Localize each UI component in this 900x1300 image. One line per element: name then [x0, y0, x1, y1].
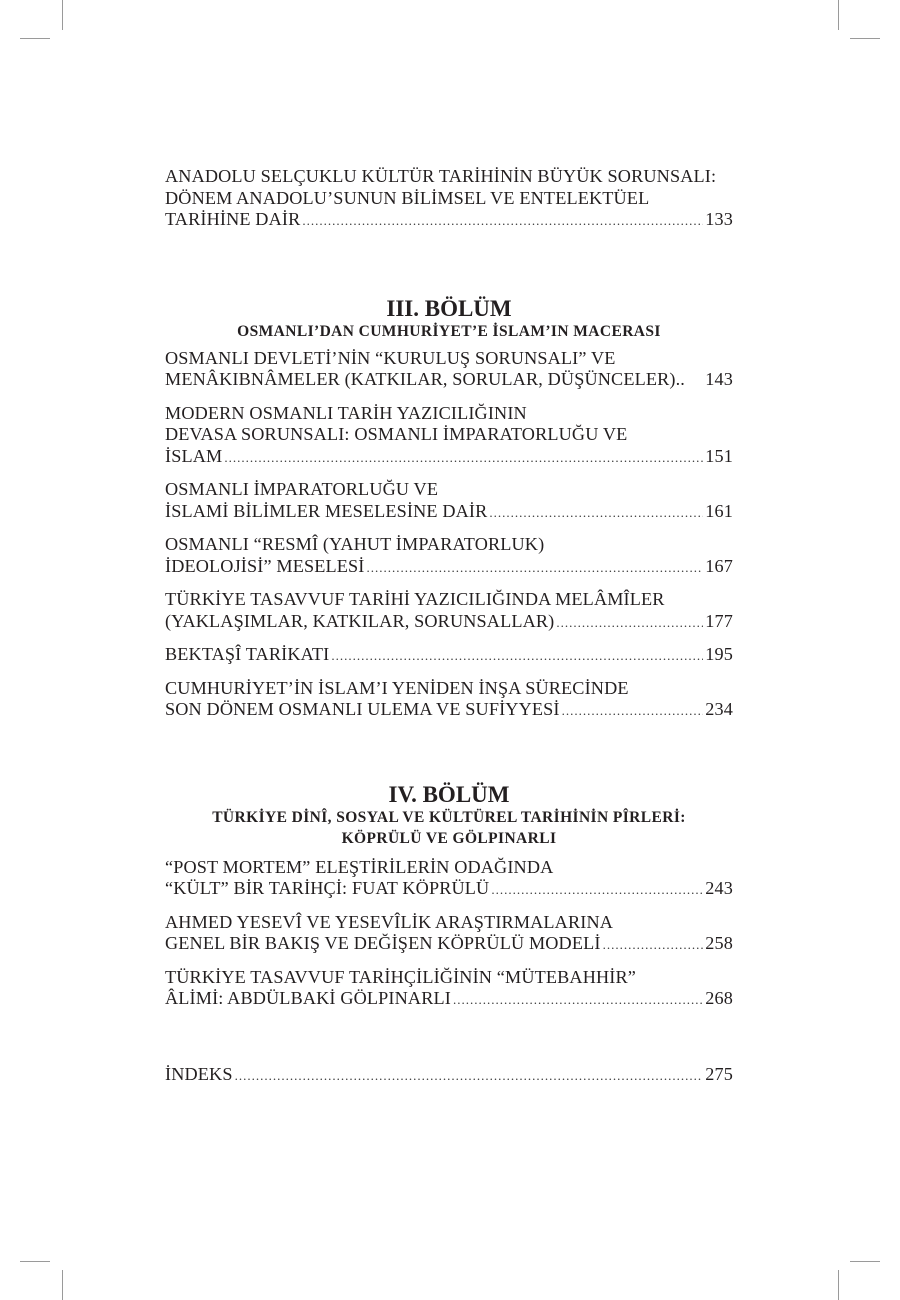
crop-mark-bottom-left-horizontal: [20, 1261, 50, 1262]
part-4-heading: [165, 782, 733, 849]
toc-entry-last-line: [165, 446, 733, 469]
toc-entry-last-line: [165, 611, 733, 634]
toc-entry: [165, 678, 733, 722]
toc-entry-title-end: (YAKLAŞIMLAR, KATKILAR, SORUNSALLAR): [165, 610, 555, 631]
toc-page-number: 234: [705, 699, 733, 719]
toc-entry-last-line: [165, 556, 733, 579]
part-4-title: IV. BÖLÜM: [388, 781, 510, 807]
toc-entry-line: MODERN OSMANLI TARİH YAZICILIĞININ: [165, 402, 527, 423]
toc-entry-title-end: BEKTAŞÎ TARİKATI: [165, 644, 330, 664]
toc-entry: [165, 348, 733, 392]
crop-mark-bottom-right-horizontal: [850, 1261, 880, 1262]
toc-entry-line: AHMED YESEVÎ VE YESEVÎLİK ARAŞTIRMALARINA: [165, 911, 614, 932]
toc-entry-line: OSMANLI DEVLETİ’NİN “KURULUŞ SORUNSALI” VE: [165, 347, 616, 368]
dot-leader: [235, 1065, 704, 1087]
toc-page-number: 161: [705, 500, 733, 521]
toc-entry-line: ANADOLU SELÇUKLU KÜLTÜR TARİHİNİN BÜYÜK SORUNSALI:: [165, 166, 717, 186]
dot-leader: [302, 210, 703, 232]
table-of-contents: [165, 166, 733, 1086]
part-3-title: III. BÖLÜM: [386, 295, 512, 321]
toc-entry-title-end: ÂLİMİ: ABDÜLBAKİ GÖLPINARLI: [165, 988, 451, 1008]
toc-entry: [165, 644, 733, 667]
toc-entry-last-line: [165, 1064, 733, 1087]
crop-mark-top-left-vertical: [62, 0, 63, 30]
dot-leader: [224, 447, 703, 469]
part-3-heading: [165, 296, 733, 342]
toc-entry-line: “POST MORTEM” ELEŞTİRİLERİN ODAĞINDA: [165, 856, 554, 877]
toc-entry-line: TÜRKİYE TASAVVUF TARİHİ YAZICILIĞINDA MELÂMÎLER: [165, 589, 665, 609]
toc-entry-line: OSMANLI “RESMÎ (YAHUT İMPARATORLUK): [165, 534, 545, 554]
crop-mark-top-left-horizontal: [20, 38, 50, 39]
toc-entry-last-line: [165, 699, 733, 722]
part-4-subtitle-line: KÖPRÜLÜ VE GÖLPINARLI: [341, 829, 557, 847]
dot-leader: [489, 502, 703, 524]
toc-page-number: 258: [705, 933, 733, 953]
crop-mark-top-right-horizontal: [850, 38, 880, 39]
toc-page-number: 143: [705, 369, 733, 389]
toc-entry-title-end: İDEOLOJİSİ” MESELESİ: [165, 555, 365, 576]
toc-entry-index: [165, 1064, 733, 1087]
toc-entry-last-line: [165, 878, 733, 901]
toc-entry-last-line: [165, 644, 733, 667]
part-4-subtitle-line: TÜRKİYE DİNÎ, SOSYAL VE KÜLTÜREL TARİHİNİN PÎRLERİ:: [212, 808, 686, 826]
toc-entry: [165, 479, 733, 523]
toc-entry-title-end: MENÂKIBNÂMELER (KATKILAR, SORULAR, DÜŞÜNCELER)..: [165, 369, 685, 389]
toc-page-number: 275: [705, 1063, 733, 1084]
toc-entry-line: DEVASA SORUNSALI: OSMANLI İMPARATORLUĞU VE: [165, 424, 628, 444]
toc-entry: [165, 534, 733, 578]
crop-mark-bottom-left-vertical: [62, 1270, 63, 1300]
toc-entry-title-end: TARİHİNE DAİR: [165, 209, 301, 229]
toc-entry-title-end: GENEL BİR BAKIŞ VE DEĞİŞEN KÖPRÜLÜ MODELİ: [165, 933, 601, 953]
crop-mark-top-right-vertical: [838, 0, 839, 30]
toc-entry-title-end: İSLAMİ BİLİMLER MESELESİNE DAİR: [165, 500, 488, 521]
toc-entry: [165, 912, 733, 956]
toc-entry-title-end: SON DÖNEM OSMANLI ULEMA VE SUFİYYESİ: [165, 699, 560, 719]
dot-leader: [556, 612, 703, 634]
toc-page-number: 133: [705, 209, 733, 229]
toc-page-number: 243: [705, 878, 733, 898]
toc-entry: [165, 857, 733, 901]
dot-leader: [453, 989, 703, 1011]
toc-entry-last-line: [165, 501, 733, 524]
toc-page-number: 167: [705, 555, 733, 576]
toc-entry-last-line: [165, 933, 733, 956]
toc-page-number: 195: [705, 644, 733, 664]
part-3-subtitle: OSMANLI’DAN CUMHURİYET’E İSLAM’IN MACERASI: [237, 322, 661, 340]
dot-leader: [562, 700, 704, 722]
dot-leader: [331, 645, 703, 667]
toc-entry-line: CUMHURİYET’İN İSLAM’I YENİDEN İNŞA SÜRECİNDE: [165, 677, 629, 698]
toc-entry-last-line: [165, 209, 733, 232]
toc-entry-last-line: [165, 988, 733, 1011]
toc-entry: [165, 403, 733, 469]
toc-entry-title-end: İSLAM: [165, 445, 223, 466]
dot-leader: [603, 934, 704, 956]
dot-leader: [367, 557, 704, 579]
toc-entry-title-end: İNDEKS: [165, 1063, 233, 1084]
toc-page-number: 177: [705, 610, 733, 631]
toc-page-number: 268: [705, 988, 733, 1008]
dot-leader: [491, 879, 703, 901]
toc-entry-line: OSMANLI İMPARATORLUĞU VE: [165, 479, 439, 499]
toc-entry: [165, 967, 733, 1011]
toc-entry: [165, 589, 733, 633]
toc-entry-line: TÜRKİYE TASAVVUF TARİHÇİLİĞİNİN “MÜTEBAHHİR”: [165, 966, 636, 987]
toc-page-number: 151: [705, 445, 733, 466]
toc-entry-anadolu: [165, 166, 733, 232]
crop-mark-bottom-right-vertical: [838, 1270, 839, 1300]
toc-entry-last-line: [165, 369, 733, 392]
toc-entry-title-end: “KÜLT” BİR TARİHÇİ: FUAT KÖPRÜLÜ: [165, 878, 490, 898]
toc-entry-line: DÖNEM ANADOLU’SUNUN BİLİMSEL VE ENTELEKTÜEL: [165, 187, 650, 208]
